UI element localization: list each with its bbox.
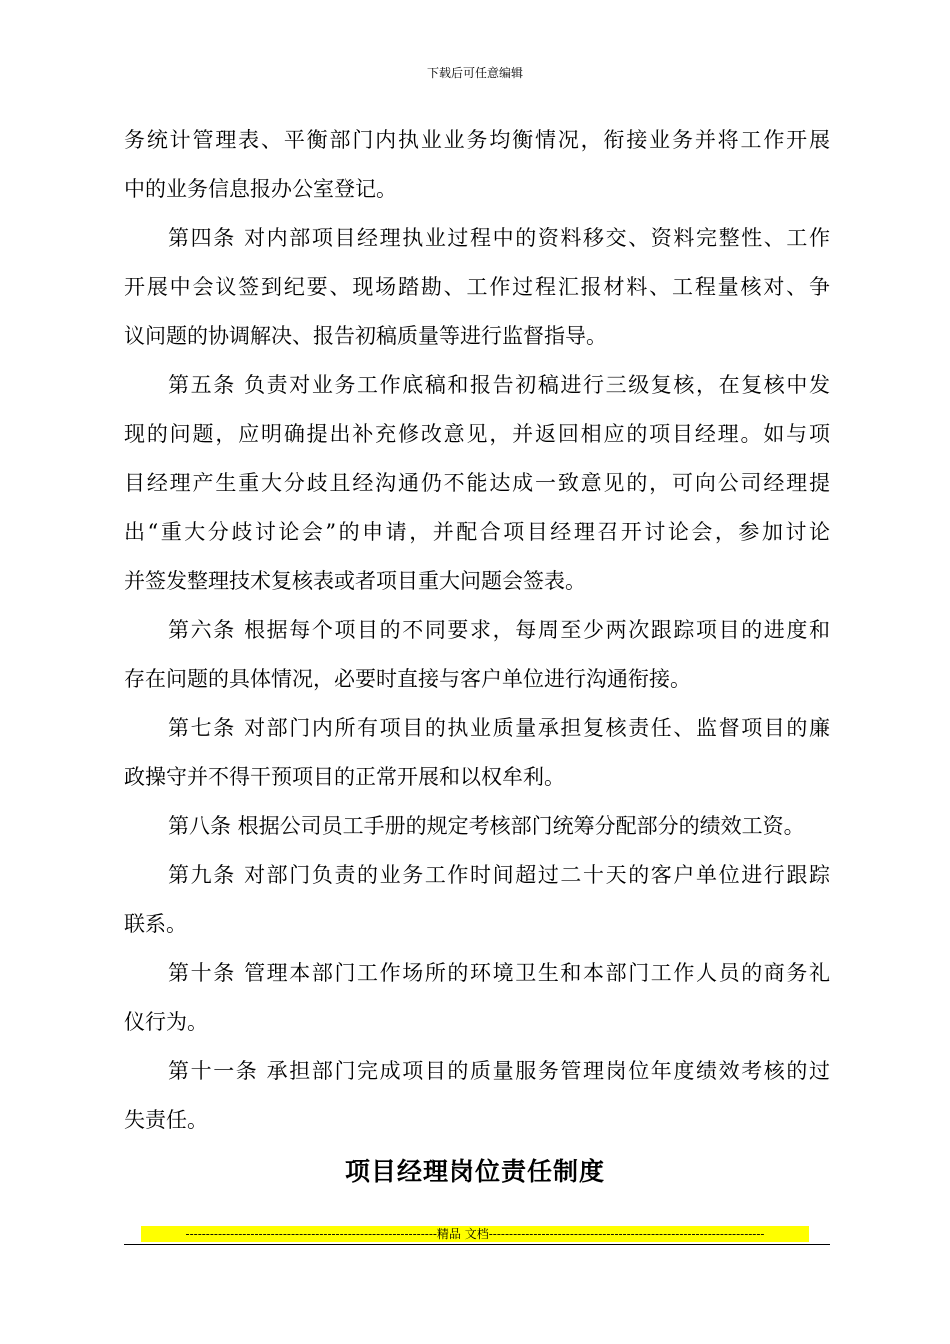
document-body <box>124 116 830 1145</box>
section-title: 项目经理岗位责任制度 <box>344 1157 605 1186</box>
article-4-line-3: 议问题的协调解决、报告初稿质量等进行监督指导。 <box>124 324 607 348</box>
paragraph-1-line-1: 务统计管理表、平衡部门内执业业务均衡情况，衔接业务并将工作开展 <box>124 128 830 152</box>
article-5-line-4: 出“重大分歧讨论会”的申请，并配合项目经理召开讨论会，参加讨论 <box>124 520 830 544</box>
article-5-line-1: 第五条 负责对业务工作底稿和报告初稿进行三级复核，在复核中发 <box>168 373 830 397</box>
article-5-line-5: 并签发整理技术复核表或者项目重大问题会签表。 <box>124 569 586 593</box>
article-8-line-1: 第八条 根据公司员工手册的规定考核部门统筹分配部分的绩效工资。 <box>168 814 805 838</box>
paragraph-1-line-2: 中的业务信息报办公室登记。 <box>124 177 397 201</box>
article-4-line-1: 第四条 对内部项目经理执业过程中的资料移交、资料完整性、工作 <box>168 226 830 250</box>
article-7-line-2: 政操守并不得干预项目的正常开展和以权牟利。 <box>124 765 565 789</box>
article-9-line-1: 第九条 对部门负责的业务工作时间超过二十天的客户单位进行跟踪 <box>168 863 830 887</box>
article-10-line-2: 仪行为。 <box>124 1010 208 1034</box>
article-5-line-3: 目经理产生重大分歧且经沟通仍不能达成一致意见的，可向公司经理提 <box>124 471 830 495</box>
article-4-line-2: 开展中会议签到纪要、现场踏勘、工作过程汇报材料、工程量核对、争 <box>124 275 830 299</box>
article-6-line-1: 第六条 根据每个项目的不同要求，每周至少两次跟踪项目的进度和 <box>168 618 830 642</box>
footer-dashes-right: -------------------------------------------------------------------- <box>488 1227 765 1241</box>
article-6-line-2: 存在问题的具体情况，必要时直接与客户单位进行沟通衔接。 <box>124 667 691 691</box>
footer-label: 精品 文档 <box>436 1227 489 1241</box>
article-11-line-2: 失责任。 <box>124 1108 208 1132</box>
article-5-line-2: 现的问题，应明确提出补充修改意见，并返回相应的项目经理。如与项 <box>124 422 830 446</box>
footer-rule <box>124 1244 830 1245</box>
article-11-line-1: 第十一条 承担部门完成项目的质量服务管理岗位年度绩效考核的过 <box>168 1059 830 1083</box>
article-9-line-2: 联系。 <box>124 912 187 936</box>
article-10-line-1: 第十条 管理本部门工作场所的环境卫生和本部门工作人员的商务礼 <box>168 961 830 985</box>
footer-highlight-bar <box>141 1226 809 1242</box>
footer-dashes-left: -------------------------------------------------------------- <box>185 1227 437 1241</box>
page-header: 下载后可任意编辑 <box>426 66 523 80</box>
article-7-line-1: 第七条 对部门内所有项目的执业质量承担复核责任、监督项目的廉 <box>168 716 830 740</box>
